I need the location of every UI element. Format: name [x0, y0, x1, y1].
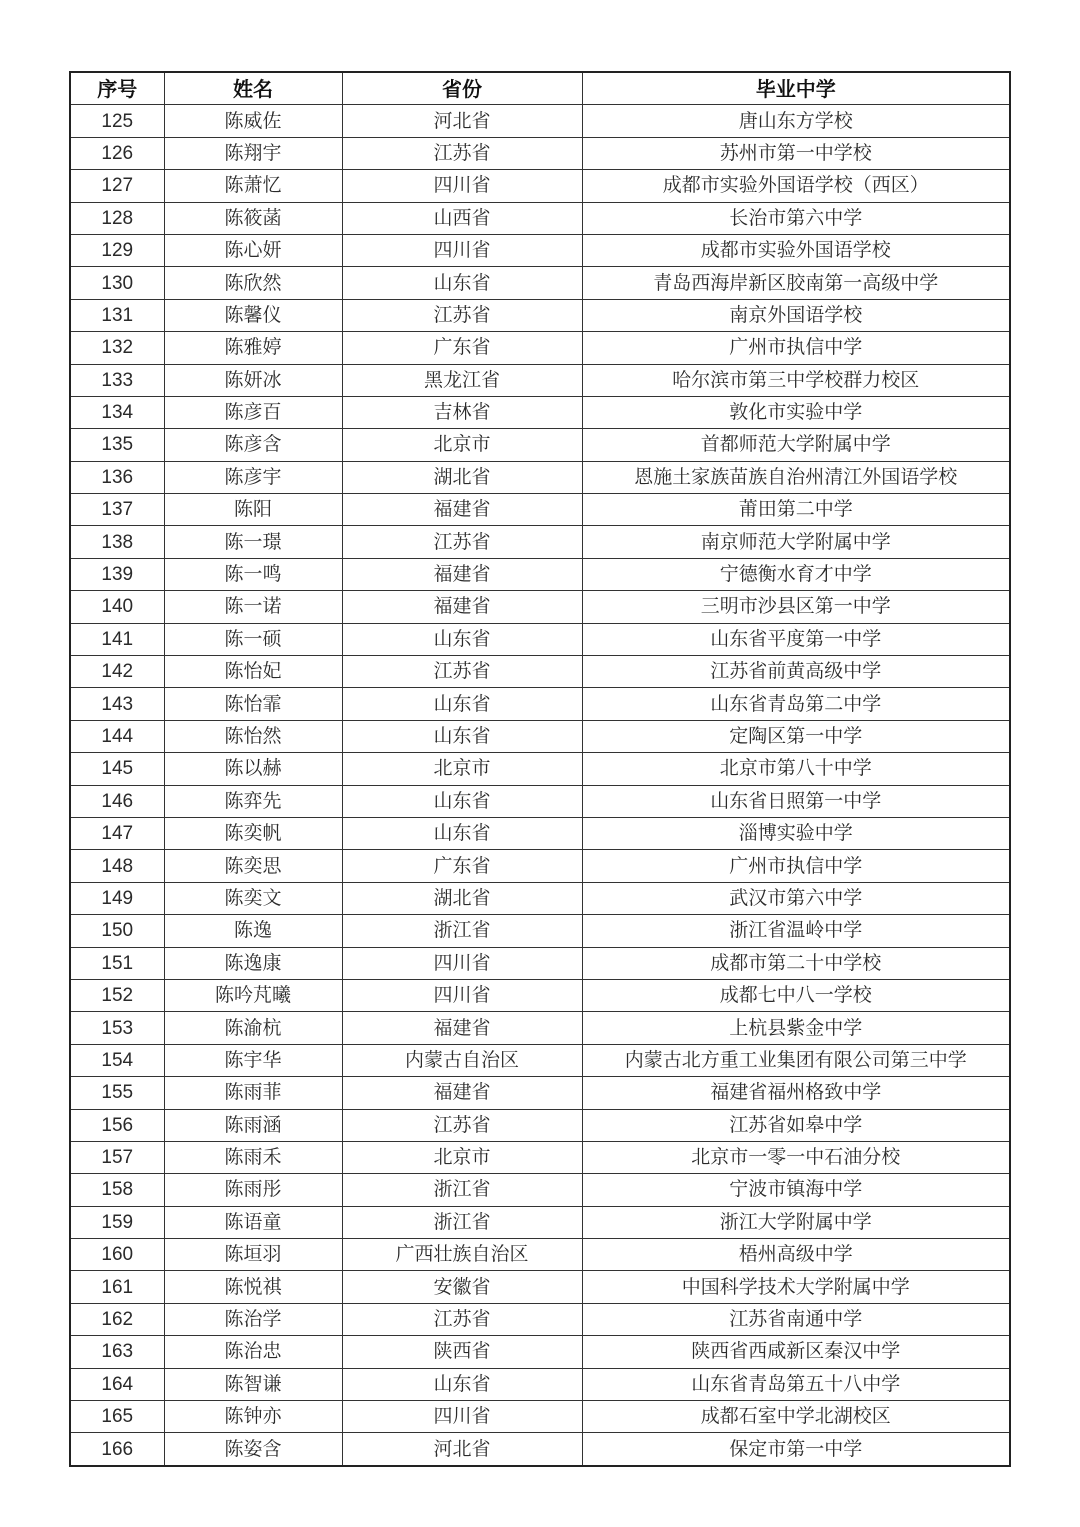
table-row [70, 1368, 1010, 1400]
cell-school: 成都市实验外国语学校 [582, 234, 1010, 266]
table-row [70, 1012, 1010, 1044]
cell-school: 唐山东方学校 [582, 105, 1010, 137]
cell-index: 136 [70, 461, 164, 493]
cell-school: 浙江大学附属中学 [582, 1206, 1010, 1238]
table-row [70, 1401, 1010, 1433]
header-name: 姓名 [164, 72, 342, 105]
cell-school: 浙江省温岭中学 [582, 915, 1010, 947]
table-row [70, 915, 1010, 947]
cell-school: 中国科学技术大学附属中学 [582, 1271, 1010, 1303]
cell-index: 154 [70, 1044, 164, 1076]
table-row [70, 1271, 1010, 1303]
cell-school: 恩施土家族苗族自治州清江外国语学校 [582, 461, 1010, 493]
cell-province: 四川省 [342, 1401, 582, 1433]
cell-school: 陕西省西咸新区秦汉中学 [582, 1336, 1010, 1368]
cell-province: 四川省 [342, 947, 582, 979]
cell-name: 陈语童 [164, 1206, 342, 1238]
cell-school: 山东省日照第一中学 [582, 785, 1010, 817]
cell-province: 黑龙江省 [342, 364, 582, 396]
cell-index: 160 [70, 1239, 164, 1271]
cell-index: 132 [70, 332, 164, 364]
cell-province: 福建省 [342, 558, 582, 590]
cell-name: 陈钟亦 [164, 1401, 342, 1433]
table-row [70, 267, 1010, 299]
cell-name: 陈雨禾 [164, 1141, 342, 1173]
cell-school: 武汉市第六中学 [582, 882, 1010, 914]
cell-index: 162 [70, 1303, 164, 1335]
cell-name: 陈彦宇 [164, 461, 342, 493]
cell-name: 陈筱菡 [164, 202, 342, 234]
cell-index: 165 [70, 1401, 164, 1433]
cell-name: 陈欣然 [164, 267, 342, 299]
cell-province: 湖北省 [342, 461, 582, 493]
cell-school: 哈尔滨市第三中学校群力校区 [582, 364, 1010, 396]
cell-index: 155 [70, 1077, 164, 1109]
table-row [70, 170, 1010, 202]
cell-province: 山东省 [342, 785, 582, 817]
cell-province: 河北省 [342, 105, 582, 137]
cell-school: 苏州市第一中学校 [582, 137, 1010, 169]
table-row [70, 396, 1010, 428]
cell-province: 四川省 [342, 234, 582, 266]
cell-province: 山东省 [342, 817, 582, 849]
cell-school: 莆田第二中学 [582, 494, 1010, 526]
table-row [70, 1141, 1010, 1173]
cell-index: 157 [70, 1141, 164, 1173]
table-row [70, 558, 1010, 590]
cell-name: 陈心妍 [164, 234, 342, 266]
cell-school: 广州市执信中学 [582, 850, 1010, 882]
cell-name: 陈雨菲 [164, 1077, 342, 1109]
cell-school: 宁德衡水育才中学 [582, 558, 1010, 590]
table-row [70, 364, 1010, 396]
cell-name: 陈智谦 [164, 1368, 342, 1400]
header-index: 序号 [70, 72, 164, 105]
cell-index: 159 [70, 1206, 164, 1238]
cell-name: 陈奕思 [164, 850, 342, 882]
table-row [70, 299, 1010, 331]
cell-index: 142 [70, 656, 164, 688]
table-row [70, 234, 1010, 266]
cell-province: 江苏省 [342, 299, 582, 331]
cell-school: 青岛西海岸新区胶南第一高级中学 [582, 267, 1010, 299]
cell-name: 陈怡霏 [164, 688, 342, 720]
table-row [70, 979, 1010, 1011]
cell-school: 保定市第一中学 [582, 1433, 1010, 1466]
cell-name: 陈萧忆 [164, 170, 342, 202]
cell-index: 129 [70, 234, 164, 266]
cell-index: 139 [70, 558, 164, 590]
cell-index: 140 [70, 591, 164, 623]
table-row [70, 753, 1010, 785]
cell-name: 陈逸 [164, 915, 342, 947]
cell-province: 内蒙古自治区 [342, 1044, 582, 1076]
cell-name: 陈妍冰 [164, 364, 342, 396]
cell-index: 125 [70, 105, 164, 137]
table-row [70, 947, 1010, 979]
header-school: 毕业中学 [582, 72, 1010, 105]
cell-school: 成都市第二十中学校 [582, 947, 1010, 979]
table-row [70, 623, 1010, 655]
table-row [70, 1303, 1010, 1335]
cell-school: 江苏省南通中学 [582, 1303, 1010, 1335]
cell-school: 上杭县紫金中学 [582, 1012, 1010, 1044]
cell-school: 成都七中八一学校 [582, 979, 1010, 1011]
cell-province: 广西壮族自治区 [342, 1239, 582, 1271]
cell-index: 161 [70, 1271, 164, 1303]
cell-province: 福建省 [342, 591, 582, 623]
table-row [70, 720, 1010, 752]
cell-name: 陈阳 [164, 494, 342, 526]
cell-name: 陈吟芃曦 [164, 979, 342, 1011]
cell-index: 158 [70, 1174, 164, 1206]
cell-school: 内蒙古北方重工业集团有限公司第三中学 [582, 1044, 1010, 1076]
cell-name: 陈奕帆 [164, 817, 342, 849]
cell-school: 山东省平度第一中学 [582, 623, 1010, 655]
cell-province: 浙江省 [342, 1174, 582, 1206]
table-row [70, 817, 1010, 849]
cell-province: 山东省 [342, 1368, 582, 1400]
cell-province: 浙江省 [342, 1206, 582, 1238]
cell-school: 成都市实验外国语学校（西区） [582, 170, 1010, 202]
cell-name: 陈雨彤 [164, 1174, 342, 1206]
cell-name: 陈逸康 [164, 947, 342, 979]
cell-index: 151 [70, 947, 164, 979]
table-row [70, 688, 1010, 720]
cell-index: 148 [70, 850, 164, 882]
cell-name: 陈奕文 [164, 882, 342, 914]
table-row [70, 1433, 1010, 1466]
cell-name: 陈雅婷 [164, 332, 342, 364]
cell-school: 敦化市实验中学 [582, 396, 1010, 428]
cell-school: 淄博实验中学 [582, 817, 1010, 849]
cell-index: 147 [70, 817, 164, 849]
cell-province: 河北省 [342, 1433, 582, 1466]
cell-name: 陈以赫 [164, 753, 342, 785]
table-row [70, 1077, 1010, 1109]
table-row [70, 1174, 1010, 1206]
table-row [70, 137, 1010, 169]
cell-name: 陈怡然 [164, 720, 342, 752]
cell-province: 北京市 [342, 429, 582, 461]
cell-name: 陈垣羽 [164, 1239, 342, 1271]
cell-name: 陈弈先 [164, 785, 342, 817]
table-row [70, 1239, 1010, 1271]
table-row [70, 882, 1010, 914]
student-roster-table [69, 71, 1011, 1467]
cell-index: 135 [70, 429, 164, 461]
cell-province: 陕西省 [342, 1336, 582, 1368]
cell-name: 陈威佐 [164, 105, 342, 137]
cell-name: 陈宇华 [164, 1044, 342, 1076]
cell-name: 陈翔宇 [164, 137, 342, 169]
cell-province: 江苏省 [342, 526, 582, 558]
cell-province: 山东省 [342, 688, 582, 720]
table-row [70, 850, 1010, 882]
cell-index: 131 [70, 299, 164, 331]
cell-province: 福建省 [342, 1012, 582, 1044]
cell-index: 141 [70, 623, 164, 655]
cell-province: 湖北省 [342, 882, 582, 914]
cell-school: 山东省青岛第二中学 [582, 688, 1010, 720]
cell-name: 陈渝杭 [164, 1012, 342, 1044]
cell-school: 江苏省如皋中学 [582, 1109, 1010, 1141]
cell-index: 143 [70, 688, 164, 720]
table-row [70, 591, 1010, 623]
cell-province: 广东省 [342, 332, 582, 364]
cell-province: 山东省 [342, 623, 582, 655]
cell-index: 130 [70, 267, 164, 299]
cell-index: 150 [70, 915, 164, 947]
cell-name: 陈馨仪 [164, 299, 342, 331]
cell-name: 陈一硕 [164, 623, 342, 655]
cell-index: 164 [70, 1368, 164, 1400]
cell-name: 陈治学 [164, 1303, 342, 1335]
cell-index: 128 [70, 202, 164, 234]
cell-province: 江苏省 [342, 1109, 582, 1141]
cell-school: 梧州高级中学 [582, 1239, 1010, 1271]
cell-index: 144 [70, 720, 164, 752]
cell-school: 江苏省前黄高级中学 [582, 656, 1010, 688]
cell-province: 江苏省 [342, 656, 582, 688]
cell-index: 166 [70, 1433, 164, 1466]
cell-name: 陈彦含 [164, 429, 342, 461]
cell-index: 156 [70, 1109, 164, 1141]
cell-school: 山东省青岛第五十八中学 [582, 1368, 1010, 1400]
cell-name: 陈一诺 [164, 591, 342, 623]
cell-index: 134 [70, 396, 164, 428]
cell-school: 广州市执信中学 [582, 332, 1010, 364]
table-row [70, 332, 1010, 364]
cell-name: 陈一鸣 [164, 558, 342, 590]
cell-name: 陈悦祺 [164, 1271, 342, 1303]
cell-school: 宁波市镇海中学 [582, 1174, 1010, 1206]
cell-province: 四川省 [342, 979, 582, 1011]
table-row [70, 1109, 1010, 1141]
cell-index: 126 [70, 137, 164, 169]
cell-province: 浙江省 [342, 915, 582, 947]
cell-province: 吉林省 [342, 396, 582, 428]
cell-province: 福建省 [342, 494, 582, 526]
cell-province: 北京市 [342, 753, 582, 785]
cell-province: 山西省 [342, 202, 582, 234]
table-row [70, 429, 1010, 461]
cell-school: 福建省福州格致中学 [582, 1077, 1010, 1109]
cell-index: 137 [70, 494, 164, 526]
cell-school: 三明市沙县区第一中学 [582, 591, 1010, 623]
cell-name: 陈姿含 [164, 1433, 342, 1466]
table-row [70, 656, 1010, 688]
cell-school: 北京市一零一中石油分校 [582, 1141, 1010, 1173]
table-row [70, 1206, 1010, 1238]
cell-index: 149 [70, 882, 164, 914]
cell-school: 成都石室中学北湖校区 [582, 1401, 1010, 1433]
cell-school: 定陶区第一中学 [582, 720, 1010, 752]
cell-index: 153 [70, 1012, 164, 1044]
cell-name: 陈雨涵 [164, 1109, 342, 1141]
cell-province: 江苏省 [342, 1303, 582, 1335]
cell-index: 127 [70, 170, 164, 202]
table-row [70, 1336, 1010, 1368]
cell-index: 163 [70, 1336, 164, 1368]
cell-index: 152 [70, 979, 164, 1011]
header-row [70, 72, 1010, 105]
cell-province: 江苏省 [342, 137, 582, 169]
cell-index: 133 [70, 364, 164, 396]
cell-index: 145 [70, 753, 164, 785]
table-row [70, 202, 1010, 234]
table-row [70, 1044, 1010, 1076]
header-province: 省份 [342, 72, 582, 105]
cell-province: 北京市 [342, 1141, 582, 1173]
cell-province: 山东省 [342, 720, 582, 752]
cell-name: 陈一璟 [164, 526, 342, 558]
cell-school: 南京师范大学附属中学 [582, 526, 1010, 558]
table-row [70, 785, 1010, 817]
cell-name: 陈治忠 [164, 1336, 342, 1368]
cell-school: 北京市第八十中学 [582, 753, 1010, 785]
cell-province: 四川省 [342, 170, 582, 202]
cell-index: 146 [70, 785, 164, 817]
table-row [70, 461, 1010, 493]
cell-index: 138 [70, 526, 164, 558]
cell-school: 南京外国语学校 [582, 299, 1010, 331]
roster-body [70, 105, 1010, 1466]
cell-province: 广东省 [342, 850, 582, 882]
table-row [70, 526, 1010, 558]
table-row [70, 494, 1010, 526]
cell-province: 福建省 [342, 1077, 582, 1109]
cell-name: 陈怡妃 [164, 656, 342, 688]
cell-province: 山东省 [342, 267, 582, 299]
cell-name: 陈彦百 [164, 396, 342, 428]
cell-school: 长治市第六中学 [582, 202, 1010, 234]
cell-school: 首都师范大学附属中学 [582, 429, 1010, 461]
cell-province: 安徽省 [342, 1271, 582, 1303]
table-row [70, 105, 1010, 137]
